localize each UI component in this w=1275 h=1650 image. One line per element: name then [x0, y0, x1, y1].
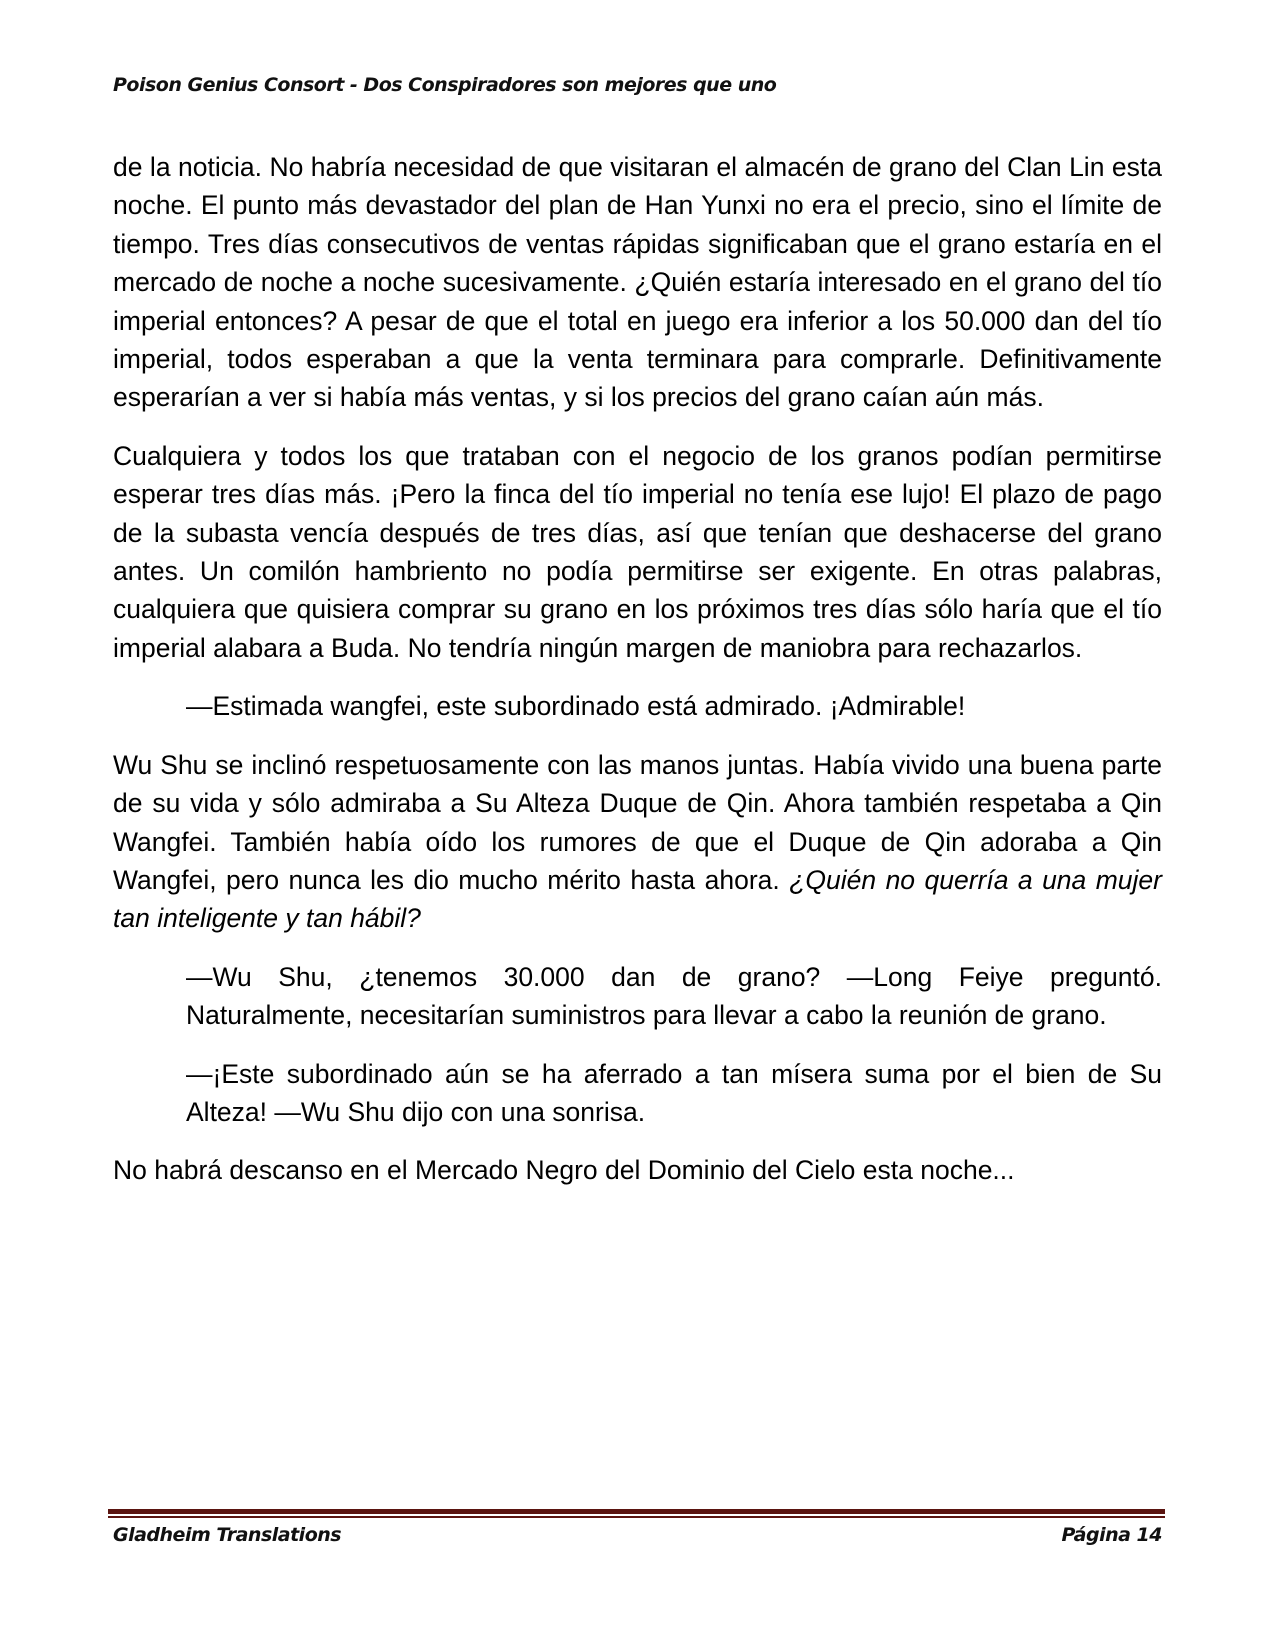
footer-divider-thin	[108, 1516, 1165, 1518]
dialogue-paragraph: —¡Este subordinado aún se ha aferrado a tan mísera suma por el bien de Su Alteza! —Wu Shu dijo con una sonrisa.	[186, 1058, 1162, 1127]
page-header-title: Poison Genius Consort - Dos Conspiradores son mejores que uno	[113, 74, 777, 96]
footer-publisher: Gladheim Translations	[113, 1524, 342, 1546]
italic-thought: ¿Quién no querría a una mujer tan inteligente y tan hábil?	[113, 864, 1162, 934]
paragraph: Cualquiera y todos los que trataban con el negocio de los granos podían permitirse esperar tres días más. ¡Pero la finca del tío imperial no tenía ese lujo! El plazo de pago de la subasta vencía después de tres días, así que tenían que deshacerse del grano antes. Un comilón hambriento no podía permitirse ser exigente. En otras palabras, cualquiera que quisiera comprar su grano en los próximos tres días sólo haría que el tío imperial alabara a Buda. No tendría ningún margen de maniobra para rechazarlos.	[113, 440, 1162, 663]
paragraph-text: Wu Shu se inclinó respetuosamente con las manos juntas. Había vivido una buena parte de su vida y sólo admiraba a Su Alteza Duque de Qin. Ahora también respetaba a Qin Wangfei. También había oído los rumores de que el Duque de Qin adoraba a Qin Wangfei, pero nunca les dio mucho mérito hasta ahora.	[113, 749, 1162, 895]
paragraph	[113, 746, 1162, 938]
dialogue-paragraph: —Wu Shu, ¿tenemos 30.000 dan de grano? —Long Feiye preguntó. Naturalmente, necesitarían suministros para llevar a cabo la reunión de grano.	[186, 961, 1162, 1031]
paragraph: de la noticia. No habría necesidad de que visitaran el almacén de grano del Clan Lin esta noche. El punto más devastador del plan de Han Yunxi no era el precio, sino el límite de tiempo. Tres días consecutivos de ventas rápidas significaban que el grano estaría en el mercado de noche a noche sucesivamente. ¿Quién estaría interesado en el grano del tío imperial entonces? A pesar de que el total en juego era inferior a los 50.000 dan del tío imperial, todos esperaban a que la venta terminara para comprarle. Definitivamente esperarían a ver si había más ventas, y si los precios del grano caían aún más.	[113, 152, 1162, 413]
footer-divider	[108, 1509, 1165, 1514]
footer-page-number: Página 14	[1061, 1524, 1162, 1546]
document-body	[113, 148, 1162, 1210]
dialogue-paragraph: —Estimada wangfei, este subordinado está admirado. ¡Admirable!	[186, 691, 966, 722]
paragraph: No habrá descanso en el Mercado Negro del Dominio del Cielo esta noche...	[113, 1155, 1015, 1186]
